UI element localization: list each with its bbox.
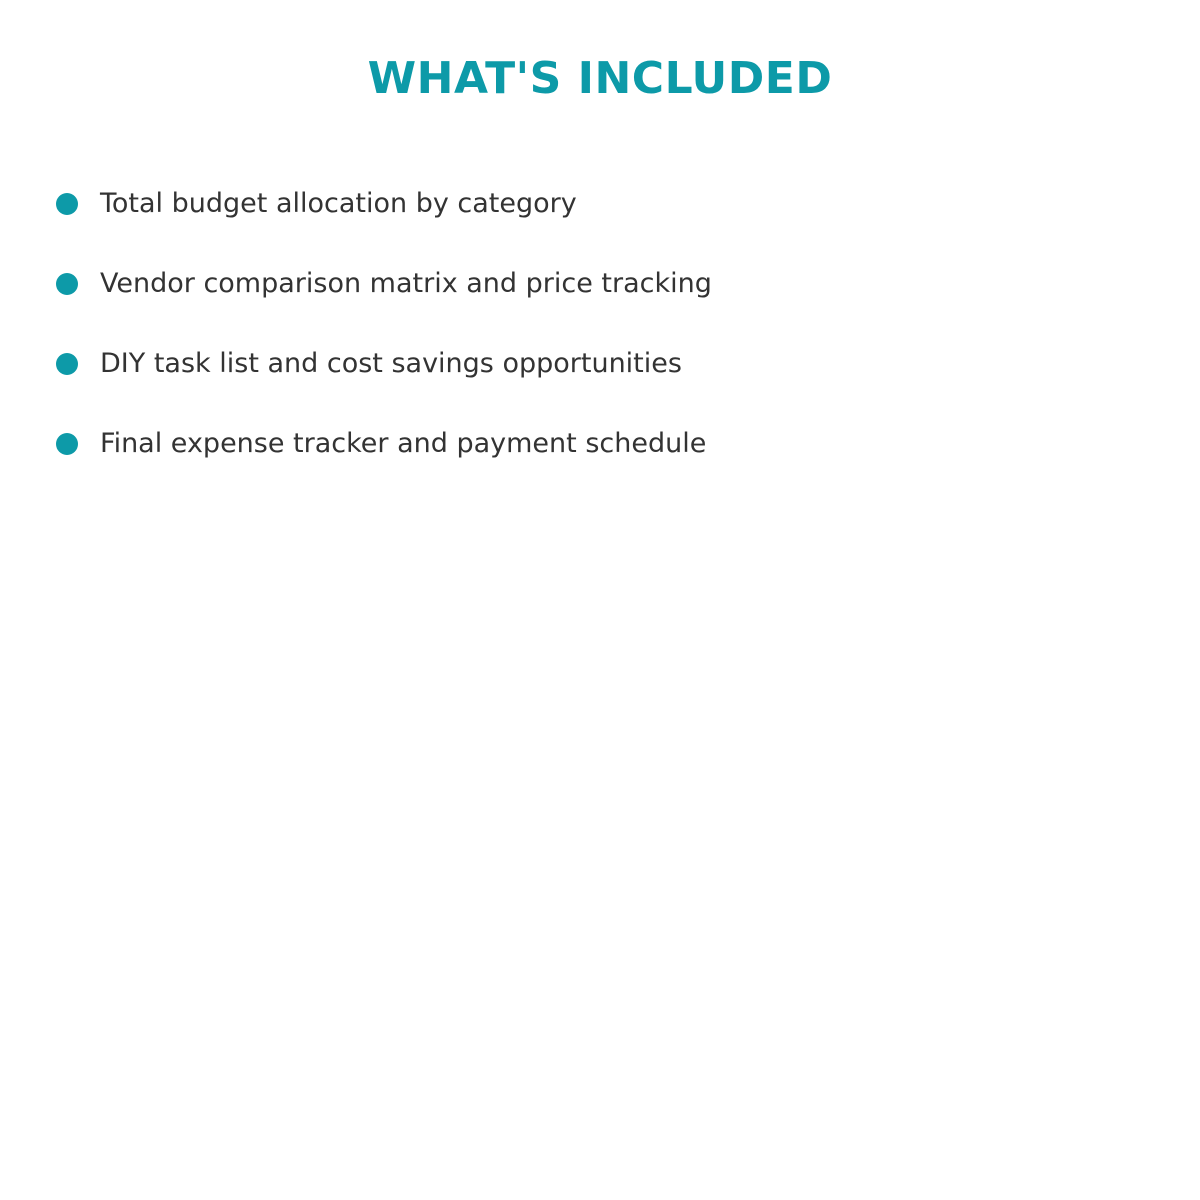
- list-item-label: Total budget allocation by category: [100, 188, 577, 219]
- bullet-dot-icon: [56, 433, 78, 455]
- list-item: [56, 338, 1136, 418]
- list-item: [56, 178, 1136, 258]
- list-item-label: Vendor comparison matrix and price tracking: [100, 268, 712, 299]
- list-item-label: Final expense tracker and payment schedule: [100, 428, 707, 459]
- bullet-dot-icon: [56, 353, 78, 375]
- list-item: [56, 258, 1136, 338]
- bullet-list: [56, 178, 1136, 498]
- page-title: WHAT'S INCLUDED: [367, 53, 833, 104]
- bullet-dot-icon: [56, 193, 78, 215]
- bullet-dot-icon: [56, 273, 78, 295]
- list-item: [56, 418, 1136, 498]
- list-item-label: DIY task list and cost savings opportunities: [100, 348, 682, 379]
